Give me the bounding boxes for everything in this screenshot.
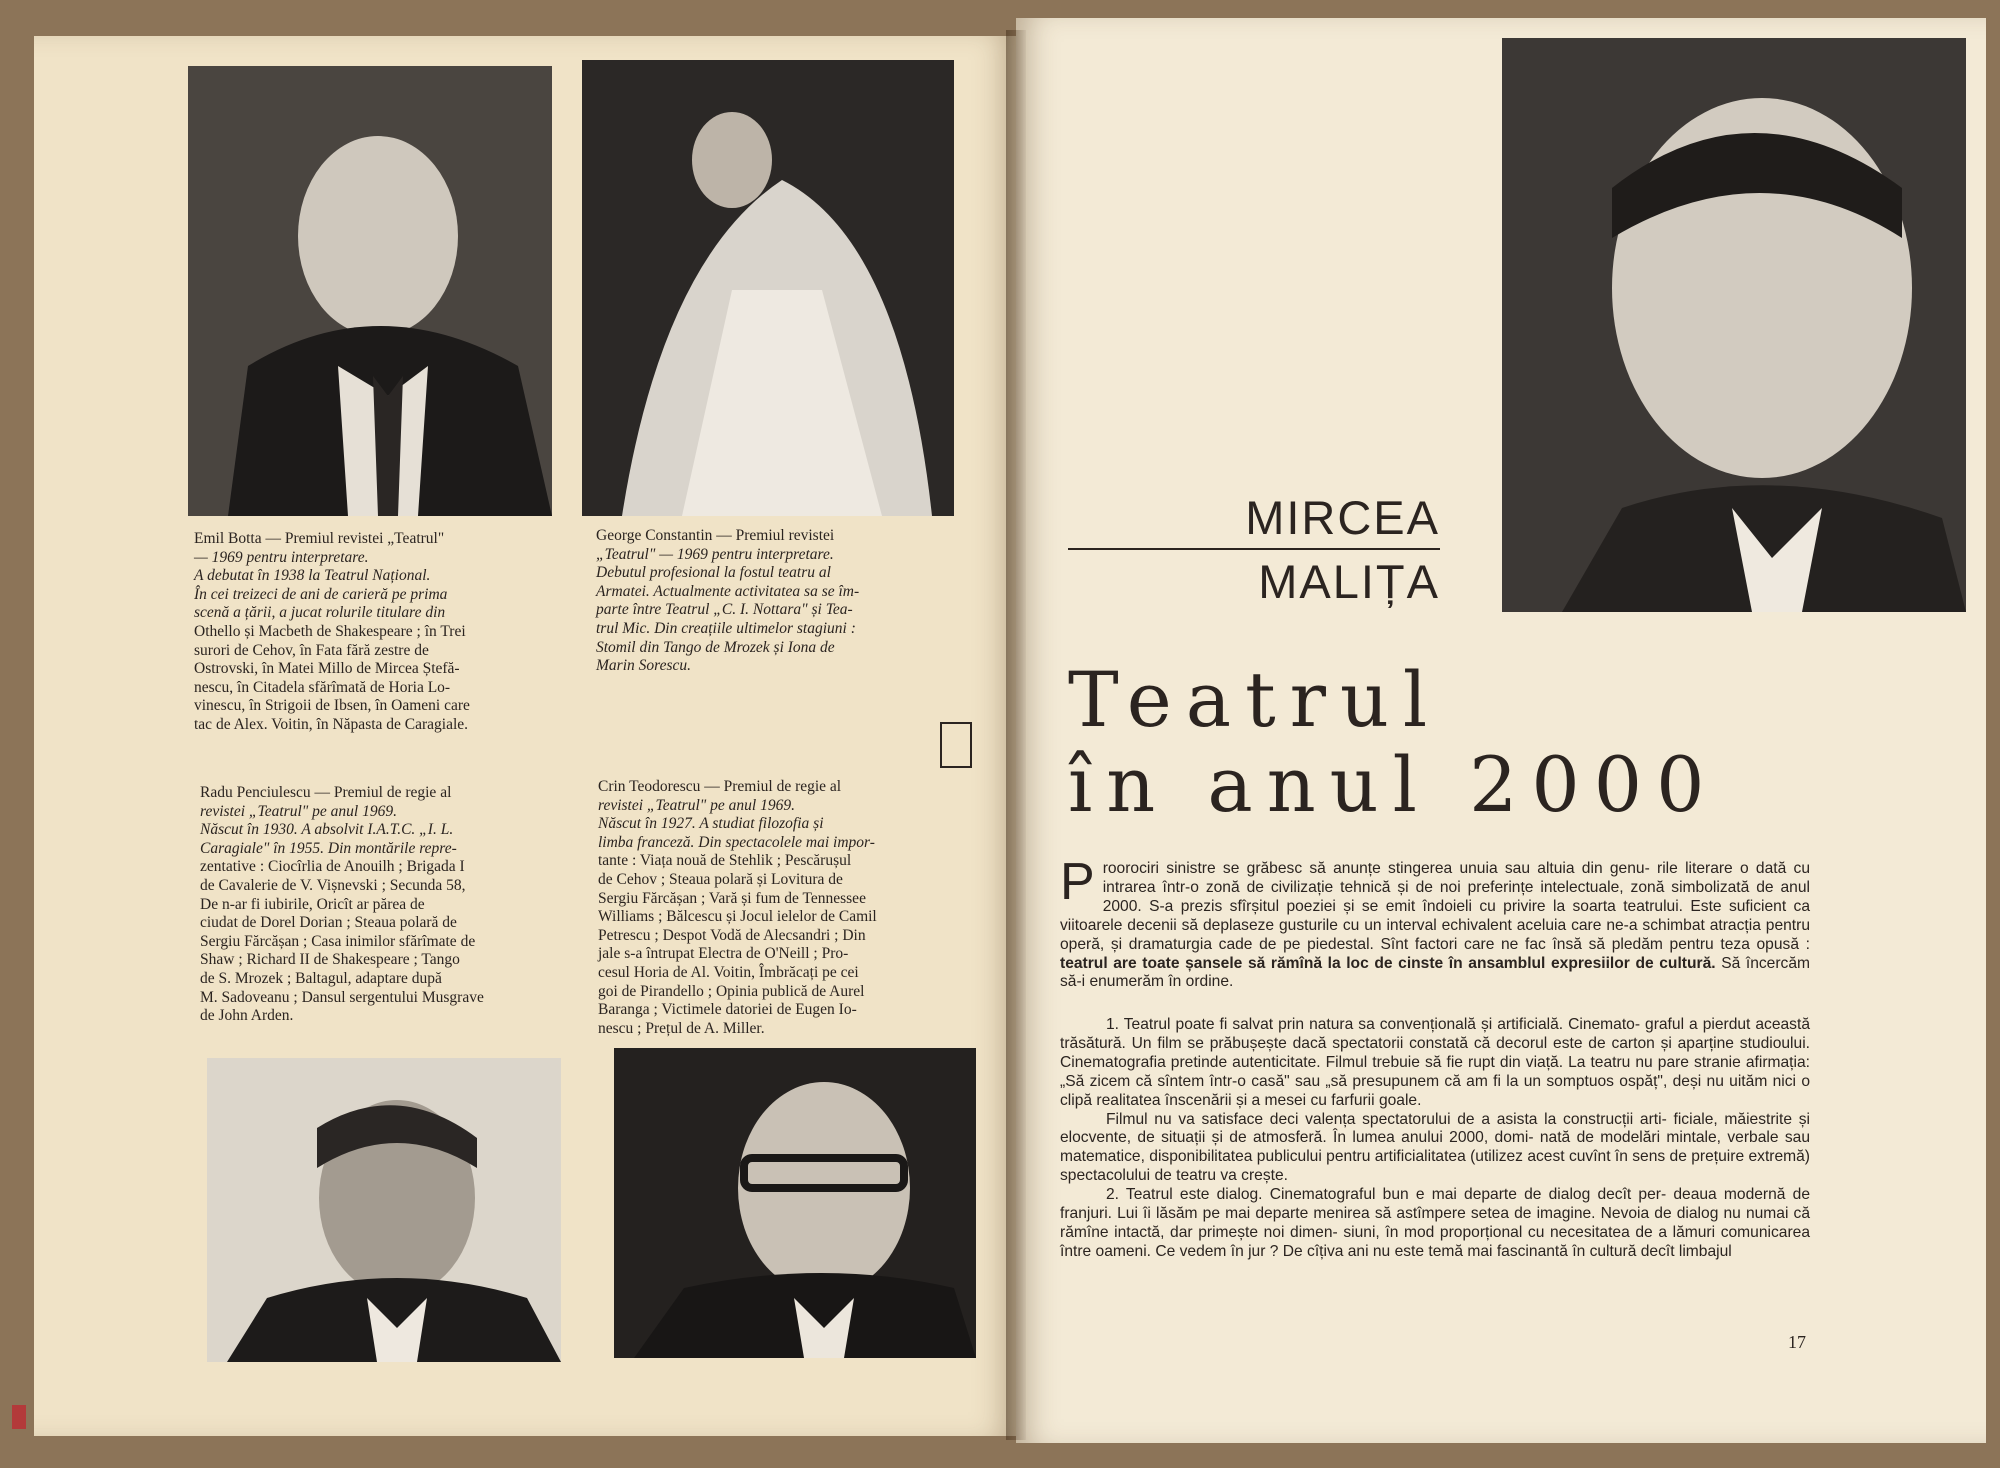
- article-title-line2: în anul 2000: [1068, 740, 1719, 829]
- article-intro: Proorociri sinistre se grăbesc să anunțe stingerea unuia sau altuia din genu- rile literare o dată cu intrarea într-o zonă de civilizație tehnică și de noi preferințe intelectuale, zonă simbolizată de anul 2000. S-a prezis sfîrșitul poeziei și se emit îndoieli cu privire la soarta teatrului. Este suficient ca viitoarele decenii să deplaseze gusturile cu un interval echivalent aceluia care ne-a schimbat atracția pentru operă, și dramaturgia cade de pe piedestal. Sînt factori care ne fac însă să pledăm pentru teza opusă : teatrul are toate șansele să rămînă la loc de cinste în ansamblul expresiilor de cultură. Să încercăm să-i enumerăm în ordine.: [1060, 853, 1810, 991]
- article-paragraph: 2. Teatrul este dialog. Cinematograful bun e mai departe de dialog decît per- deaua modernă de franjuri. Lui îi lăsăm pe mai departe menirea să astîmpere setea de imagine. Nevoia de dialog nu numai că rămîne intactă, dar primește noi dimen- siuni, în mod proporțional cu necesitatea de a lămuri comunicarea între oameni. Ce vedem în jur ? De cîțiva ani nu este temă mai fascinantă în cultură decît limbajul: [1060, 1186, 1810, 1260]
- article-title-line1: Teatrul: [1068, 655, 1442, 744]
- photo-mircea-malita: [1502, 38, 1966, 612]
- photo-george-constantin: [582, 60, 954, 516]
- photo-radu-penciulescu: [207, 1058, 561, 1362]
- caption-emil-botta: Emil Botta — Premiul revistei „Teatrul" — 1969 pentru interpretare. A debutat în 1938 la Teatrul Național. În cei treizeci de ani de carieră pe prima scenă a țării, a jucat rolurile titulare din Othello și Macbeth de Shakespeare ; în Trei surori de Cehov, în Fata fără zestre de Ostrovski, în Matei Millo de Mircea Ștefă- nescu, în Citadela sfărîmată de Horia Lo- vinescu, în Strigoii de Ibsen, în Oameni care tac de Alex. Voitin, în Năpasta de Caragiale.: [194, 530, 470, 733]
- book-gutter: [1006, 30, 1026, 1440]
- author-first-name: MIRCEA: [1245, 491, 1440, 544]
- decorative-emblem: [940, 722, 972, 768]
- drop-cap: P: [1060, 853, 1095, 911]
- caption-george-constantin: George Constantin — Premiul revistei „Teatrul" — 1969 pentru interpretare. Debutul profesional la fostul teatru al Armatei. Actualmente activitatea sa se îm- parte între Teatrul „C. I. Nottara" și Tea- trul Mic. Din creațiile ultimelor stagiuni : Stomil din Tango de Mrozek și Iona de Marin Sorescu.: [596, 527, 860, 675]
- author-last-name: MALIȚA: [1258, 555, 1440, 608]
- caption-radu-penciulescu: Radu Penciulescu — Premiul de regie al revistei „Teatrul" pe anul 1969. Născut în 1930. A absolvit I.A.T.C. „I. L. Caragiale" în 1955. Din montările repre- zentative : Ciocîrlia de Anouilh ; Brigada I de Cavalerie de V. Vișnevski ; Secunda 58, De n-ar fi iubirile, Oricît ar părea de ciudat de Dorel Dorian ; Steaua polară de Sergiu Fărcășan ; Casa inimilor sfărîmate de Shaw ; Richard II de Shakespeare ; Tango de S. Mrozek ; Baltagul, adaptare după M. Sadoveanu ; Dansul sergentului Musgrave de John Arden.: [200, 784, 484, 1025]
- page-number: 17: [1788, 1332, 1806, 1352]
- caption-crin-teodorescu: Crin Teodorescu — Premiul de regie al revistei „Teatrul" pe anul 1969. Născut în 1927. A studiat filozofia și limba franceză. Din spectacolele mai impor- tante : Viața nouă de Stehlik ; Pescărușul de Cehov ; Steaua polară și Lovitura de Sergiu Fărcășan ; Vară și fum de Tennessee Williams ; Bălcescu și Jocul ielelor de Camil Petrescu ; Despot Vodă de Alecsandri ; Din jale s-a întrupat Electra de O'Neill ; Pro- cesul Horia de Al. Voitin, Îmbrăcați pe cei goi de Pirandello ; Opinia publică de Aurel Baranga ; Victimele datoriei de Eugen Io- nescu ; Prețul de A. Miller.: [598, 778, 877, 1037]
- intro-emphasis: teatrul are toate șansele să rămînă la loc de cinste în ansamblul expresiilor de cultură.: [1060, 954, 1716, 972]
- bookmark-ribbon: [12, 1405, 26, 1429]
- article-paragraph: 1. Teatrul poate fi salvat prin natura sa convențională și artificială. Cinemato- graful a pierdut această trăsătură. Un film se prăbușește dacă spectatorii constată că decorul este de carton și aparține studioului. Cinematografia pretinde autenticitate. Filmul trebuie să fie rupt din viață. La teatru nu pare stranie afirmația: „Să zicem că sîntem într-o casă" sau „să presupunem că am fi la un somptuos ospăț", deși nu uităm nici o clipă realitatea înscenării și a mesei cu farfurii goale.: [1060, 1016, 1810, 1109]
- photo-emil-botta: [188, 66, 552, 516]
- author-divider: [1068, 548, 1440, 550]
- article-paragraph: Filmul nu va satisface deci valența spectatorului de a asista la construcții arti- ficiale, măiestrite și elocvente, de situații și de atmosferă. În lumea anului 2000, domi- nată de modelări mintale, verbale sau matematice, disponibilitatea publicului pentru artificialitatea (utilizez acest cuvînt în sens de prețuire extremă) spectacolului de teatru va crește.: [1060, 1110, 1810, 1185]
- photo-crin-teodorescu: [614, 1048, 976, 1358]
- article-body: [1060, 1016, 1810, 1262]
